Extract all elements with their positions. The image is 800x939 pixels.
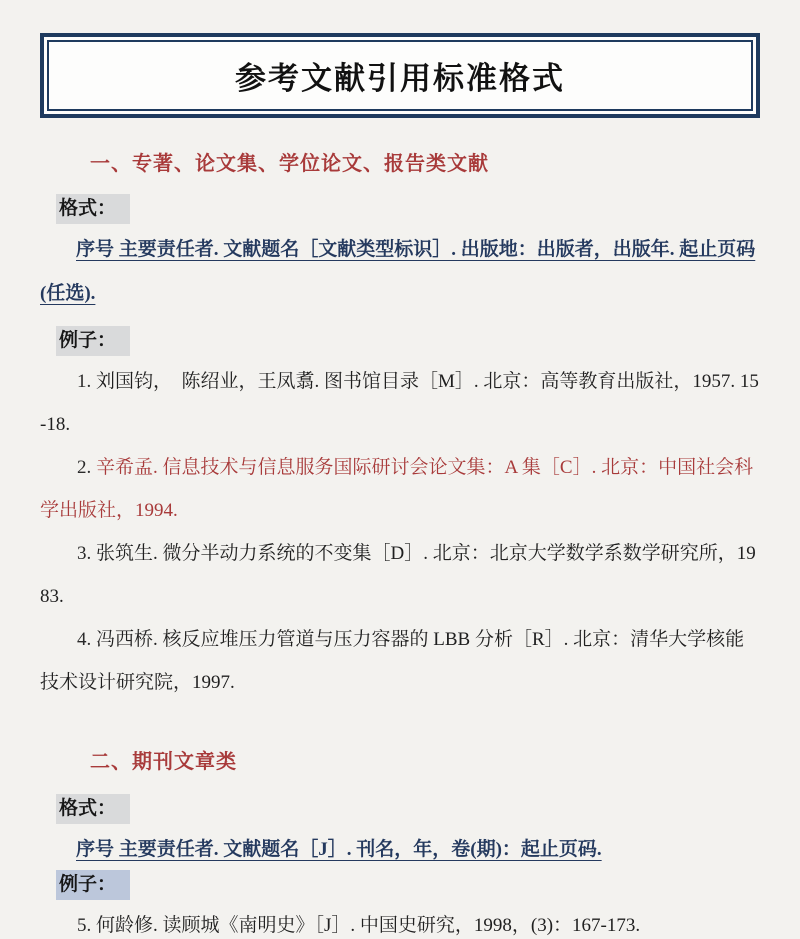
example-text: 辛希孟. 信息技术与信息服务国际研讨会论文集：A 集［C］. 北京：中国社会科学出版社，1994. [40,457,754,521]
section-2-example-label-row [56,870,760,900]
citation-example [40,618,760,704]
format-label: 格式： [56,194,130,224]
section-1-heading: 一、专著、论文集、学位论文、报告类文献 [90,153,489,175]
example-text: 张筑生. 微分半动力系统的不变集［D］. 北京：北京大学数学系数学研究所，1983. [40,543,756,607]
example-text: 冯西桥. 核反应堆压力管道与压力容器的 LBB 分析［R］. 北京：清华大学核能技术设计研究院，1997. [40,629,745,693]
page-title: 参考文献引用标准格式 [235,61,565,96]
section-1-examples [40,360,760,704]
example-label: 例子： [56,326,130,356]
citation-example [40,532,760,618]
example-label: 例子： [56,870,130,900]
citation-example [40,360,760,446]
section-2-examples [40,904,760,939]
format-label: 格式： [56,794,130,824]
example-number: 4. [77,629,92,650]
example-number: 3. [77,543,92,564]
section-1-format-spec: 序号 主要责任者. 文献题名［文献类型标识］. 出版地：出版者，出版年. 起止页码(任选). [40,239,756,304]
citation-example [40,904,760,939]
section-2-format-spec: 序号 主要责任者. 文献题名［J］. 刊名，年，卷(期)：起止页码. [76,839,602,860]
example-number: 1. [77,371,92,392]
example-number: 2. [77,457,92,478]
section-1-example-label-row [56,326,760,356]
example-number: 5. [77,915,92,936]
example-text: 刘国钧， 陈绍业，王凤翥. 图书馆目录［M］. 北京：高等教育出版社，1957. 15-18. [40,371,759,435]
title-box [40,33,760,118]
section-2-heading: 二、期刊文章类 [90,751,237,773]
section-2-format-label-row [56,794,760,824]
citation-example [40,446,760,532]
title-box-inner [47,40,753,111]
example-text: 何龄修. 读顾城《南明史》［J］. 中国史研究，1998，(3)：167-173. [96,915,641,936]
section-1-format-label-row [56,194,760,224]
